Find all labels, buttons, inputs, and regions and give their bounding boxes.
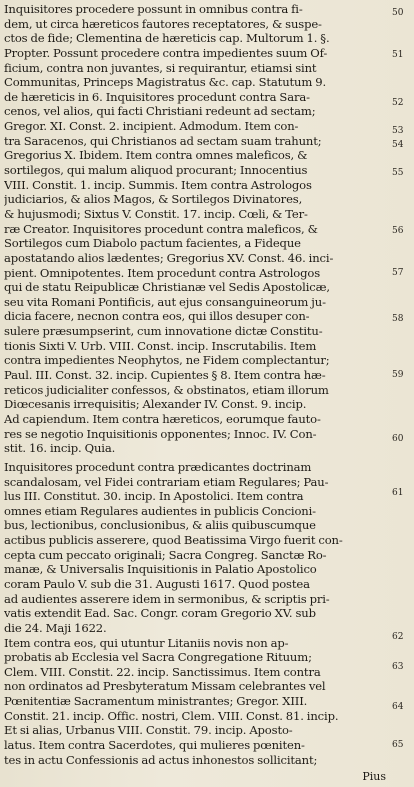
text-line: scandalosam, vel Fidei contrariam etiam Regulares; Pau-	[4, 474, 329, 489]
text-line: probatis ab Ecclesia vel Sacra Congregatione Rituum;	[4, 650, 312, 665]
text-line: Item contra eos, qui utuntur Litaniis novis non ap-	[4, 635, 289, 650]
text-line: latus. Item contra Sacerdotes, qui mulieres pœniten-	[4, 738, 305, 753]
body-text	[4, 2, 386, 767]
text-line: ræ Creator. Inquisitores procedunt contra maleficos, &	[4, 221, 318, 236]
text-line: VIII. Constit. 1. incip. Summis. Item contra Astrologos	[4, 177, 312, 192]
text-line: ad audientes asserere idem in sermonibus, & scriptis pri-	[4, 591, 330, 606]
margin-number: 65	[392, 740, 404, 750]
margin-number: 52	[392, 98, 404, 108]
text-line: tes in actu Confessionis ad actus inhonestos sollicitant;	[4, 752, 318, 767]
text-line: die 24. Maji 1622.	[4, 620, 107, 635]
text-line: res se negotio Inquisitionis opponentes; Innoc. IV. Con-	[4, 426, 317, 441]
text-line: Pœnitentiæ Sacramentum ministrantes; Gregor. XIII.	[4, 694, 308, 709]
margin-number: 59	[392, 370, 404, 380]
text-line: sulere præsumpserint, cum innovatione dictæ Constitu-	[4, 324, 323, 339]
text-line: apostatando alios lædentes; Gregorius XV. Const. 46. inci-	[4, 250, 334, 265]
text-line: dicia facere, necnon contra eos, qui illos desuper con-	[4, 309, 310, 324]
margin-number: 56	[392, 226, 404, 236]
text-line: actibus publicis asserere, quod Beatissima Virgo fuerit con-	[4, 533, 343, 548]
text-line: coram Paulo V. sub die 31. Augusti 1617. Quod postea	[4, 576, 310, 591]
margin-number: 63	[392, 662, 404, 672]
text-line: Sortilegos cum Diabolo pactum facientes, a Fideque	[4, 236, 301, 251]
catchword: Pius	[362, 770, 386, 783]
text-line: Communitas, Princeps Magistratus &c. cap. Statutum 9.	[4, 75, 326, 90]
text-line: Propter. Possunt procedere contra impedientes suum Of-	[4, 45, 328, 60]
text-line: cenos, vel alios, qui facti Christiani redeunt ad sectam;	[4, 104, 316, 119]
text-line: tra Saracenos, qui Christianos ad sectam suam trahunt;	[4, 133, 322, 148]
text-line: contra impedientes Neophytos, ne Fidem complectantur;	[4, 353, 330, 368]
text-line: Paul. III. Const. 32. incip. Cupientes § 8. Item contra hæ-	[4, 368, 326, 383]
text-line: reticos judicialiter confessos, & obstinatos, etiam illorum	[4, 382, 329, 397]
text-line: sortilegos, qui malum aliquod procurant; Innocentius	[4, 163, 308, 178]
text-line: Ad capiendum. Item contra hæreticos, eorumque fauto-	[4, 411, 321, 426]
margin-number: 50	[392, 8, 404, 18]
text-line: pient. Omnipotentes. Item procedunt contra Astrologos	[4, 265, 320, 280]
text-line: de hæreticis in 6. Inquisitores procedunt contra Sara-	[4, 89, 310, 104]
text-line: omnes etiam Regulares audientes in publicis Concioni-	[4, 503, 316, 518]
margin-number: 62	[392, 632, 404, 642]
text-line: stit. 16. incip. Quia.	[4, 441, 116, 456]
text-line: Diœcesanis irrequisitis; Alexander IV. Const. 9. incip.	[4, 397, 307, 412]
margin-number: 61	[392, 488, 404, 498]
text-line: Et si alias, Urbanus VIII. Constit. 79. incip. Aposto-	[4, 723, 293, 738]
margin-number: 51	[392, 50, 404, 60]
margin-number: 60	[392, 434, 404, 444]
text-line: lus III. Constitut. 30. incip. In Apostolici. Item contra	[4, 489, 304, 504]
text-line: judiciarios, & alios Magos, & Sortilegos Divinatores,	[4, 192, 303, 207]
text-line: & hujusmodi; Sixtus V. Constit. 17. incip. Cœli, & Ter-	[4, 206, 308, 221]
text-line: ctos de fide; Clementina de hæreticis cap. Multorum 1. §.	[4, 31, 330, 46]
text-line: cepta cum peccato originali; Sacra Congreg. Sanctæ Ro-	[4, 547, 327, 562]
text-line: ficium, contra non juvantes, si requirantur, etiamsi sint	[4, 60, 317, 75]
text-line: vatis extendit Ead. Sac. Congr. coram Gregorio XV. sub	[4, 606, 316, 621]
text-line: Clem. VIII. Constit. 22. incip. Sanctissimus. Item contra	[4, 664, 321, 679]
text-line: Inquisitores procedere possunt in omnibus contra fi-	[4, 2, 303, 16]
margin-number: 64	[392, 702, 404, 712]
margin-number: 58	[392, 314, 404, 324]
text-line: non ordinatos ad Presbyteratum Missam celebrantes vel	[4, 679, 326, 694]
text-line: Gregorius X. Ibidem. Item contra omnes maleficos, &	[4, 148, 308, 163]
text-line: Constit. 21. incip. Offic. nostri, Clem. VIII. Const. 81. incip.	[4, 708, 339, 723]
text-line: tionis Sixti V. Urb. VIII. Const. incip. Inscrutabilis. Item	[4, 338, 317, 353]
text-line: bus, lectionibus, conclusionibus, & aliis quibuscumque	[4, 518, 316, 533]
text-line: dem, ut circa hæreticos fautores receptatores, & suspe-	[4, 16, 322, 31]
margin-number: 57	[392, 268, 404, 278]
margin-number: 54	[392, 140, 404, 150]
text-line: qui de statu Reipublicæ Christianæ vel Sedis Apostolicæ,	[4, 280, 330, 295]
text-line: Gregor. XI. Const. 2. incipient. Admodum. Item con-	[4, 119, 299, 134]
text-line: seu vita Romani Pontificis, aut ejus consanguineorum ju-	[4, 294, 326, 309]
margin-number: 55	[392, 168, 404, 178]
margin-number: 53	[392, 126, 404, 136]
text-line: Inquisitores procedunt contra prædicantes doctrinam	[4, 459, 312, 474]
text-line: manæ, & Universalis Inquisitionis in Palatio Apostolico	[4, 562, 317, 577]
